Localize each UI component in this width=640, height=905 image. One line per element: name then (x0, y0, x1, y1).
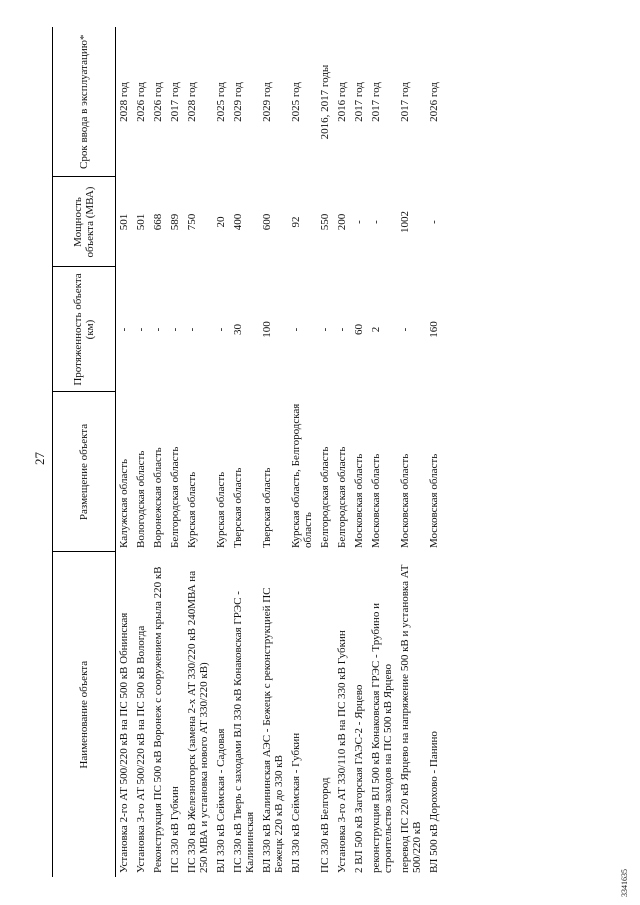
cell-power: 1002 (399, 211, 411, 233)
document-code: 3341635 (620, 869, 629, 897)
cell-date: 2029 год (232, 82, 244, 122)
cell-name: ПС 330 кВ Железногорск (замена 2-х АТ 330/220 кВ 240МВА на 250 МВА и установка нового АТ 330/220 кВ) (186, 570, 210, 873)
cell-date: 2026 год (152, 82, 164, 122)
cell-location: Тверская область (232, 467, 244, 548)
cell-power: 501 (135, 213, 147, 231)
cell-length: 100 (261, 321, 273, 338)
cell-name: Реконструкция ПС 500 кВ Воронеж с сооружением крыла 220 кВ (152, 566, 164, 873)
table-row (133, 27, 150, 877)
cell-power: - (353, 220, 365, 224)
table-row (351, 27, 368, 877)
table-row (397, 27, 426, 877)
cell-date: 2017 год (169, 82, 181, 122)
cell-name: ВЛ 330 кВ Калининская АЭС - Бежецк с реконструкцией ПС Бежецк 220 кВ до 330 кВ (261, 587, 285, 873)
cell-date: 2028 год (186, 82, 198, 122)
cell-name: перевод ПС 220 кВ Ярцево на напряжение 500 кВ и установка АТ 500/220 кВ (399, 564, 423, 873)
cell-name: Установка 3-го АТ 500/220 кВ на ПС 500 кВ Вологда (135, 625, 147, 873)
cell-length: - (169, 327, 181, 332)
table-row (426, 27, 443, 877)
cell-power: 20 (215, 216, 227, 228)
page-number: 27 (32, 452, 47, 465)
cell-name: ВЛ 330 кВ Сеймская - Губкин (290, 732, 302, 873)
cell-power: - (428, 220, 440, 224)
cell-date: 2017 год (399, 82, 411, 122)
cell-power: 200 (336, 213, 348, 231)
cell-date: 2025 год (290, 82, 302, 122)
cell-name: ПС 330 кВ Белгород (319, 777, 331, 873)
table-row (116, 27, 134, 877)
column-header-name: Наименование объекта (53, 552, 116, 877)
cell-length: 2 (370, 326, 382, 333)
cell-length: - (152, 327, 164, 332)
cell-length: 60 (353, 324, 365, 335)
cell-location: Белгородская область (169, 446, 181, 548)
cell-location: Курская область (186, 471, 198, 548)
cell-length: - (399, 327, 411, 332)
cell-location: Вологодская область (135, 450, 147, 548)
cell-date: 2016, 2017 годы (319, 64, 331, 140)
table-row (259, 27, 288, 877)
table-row (317, 27, 334, 877)
cell-length: - (290, 327, 302, 332)
cell-name: Установка 2-го АТ 500/220 кВ на ПС 500 кВ Обнинская (118, 612, 130, 873)
cell-location: Калужская область (118, 458, 130, 548)
cell-power: 400 (232, 213, 244, 231)
cell-name: ПС 330 кВ Губкин (169, 786, 181, 873)
cell-location: Московская область (353, 453, 365, 548)
table-body (116, 27, 444, 877)
cell-location: Московская область (428, 453, 440, 548)
cell-length: 30 (232, 324, 244, 335)
cell-length: - (319, 327, 331, 332)
cell-location: Тверская область (261, 467, 273, 548)
cell-date: 2029 год (261, 82, 273, 122)
cell-length: 160 (428, 321, 440, 338)
column-header-date: Срок ввода в эксплуатацию* (53, 27, 116, 177)
cell-power: 589 (169, 213, 181, 231)
cell-power: 668 (152, 213, 164, 231)
table-row (213, 27, 230, 877)
cell-name: ВЛ 330 кВ Сеймская - Садовая (215, 728, 227, 873)
cell-location: Белгородская область (319, 446, 331, 548)
cell-name: ВЛ 500 кВ Дорохово - Панино (428, 731, 440, 873)
cell-location: Воронежская область (152, 447, 164, 548)
cell-length: - (186, 327, 198, 332)
cell-name: ПС 330 кВ Тверь с заходами ВЛ 330 кВ Конаковская ГРЭС - Калининская (232, 591, 256, 873)
cell-date: 2017 год (353, 82, 365, 122)
cell-location: Московская область (370, 453, 382, 548)
column-header-power: Мощность объекта (МВА) (53, 177, 116, 267)
table-row (150, 27, 167, 877)
table-row (288, 27, 317, 877)
cell-name: 2 ВЛ 500 кВ Загорская ГАЭС-2 - Ярцево (353, 684, 365, 873)
cell-date: 2028 год (118, 82, 130, 122)
cell-date: 2026 год (428, 82, 440, 122)
cell-power: 750 (186, 213, 198, 231)
column-header-length: Протяженность объекта (км) (53, 267, 116, 392)
column-header-location: Размещение объекта (53, 392, 116, 552)
cell-length: - (118, 327, 130, 332)
cell-location: Белгородская область (336, 446, 348, 548)
cell-date: 2016 год (336, 82, 348, 122)
cell-location: Курская область, Белгородская область (290, 403, 314, 548)
table-row (167, 27, 184, 877)
cell-name: Установка 3-го АТ 330/110 кВ на ПС 330 кВ Губкин (336, 630, 348, 873)
cell-date: 2025 год (215, 82, 227, 122)
table-row (334, 27, 351, 877)
cell-location: Курская область (215, 471, 227, 548)
cell-date: 2026 год (135, 82, 147, 122)
cell-length: - (336, 327, 348, 332)
cell-power: 550 (319, 213, 331, 231)
cell-power: 600 (261, 213, 273, 231)
cell-length: - (135, 327, 147, 332)
cell-length: - (215, 327, 227, 332)
cell-name: реконструкция ВЛ 500 кВ Конаковская ГРЭС - Трубино и строительство заходов на ПС 500 кВ Ярцево (370, 603, 394, 873)
table-row (184, 27, 213, 877)
cell-power: - (370, 220, 382, 224)
cell-location: Московская область (399, 453, 411, 548)
cell-date: 2017 год (370, 82, 382, 122)
table-row (368, 27, 397, 877)
cell-power: 501 (118, 213, 130, 231)
objects-table (52, 27, 443, 877)
table-header-row (53, 27, 116, 877)
table-row (230, 27, 259, 877)
cell-power: 92 (290, 216, 302, 228)
